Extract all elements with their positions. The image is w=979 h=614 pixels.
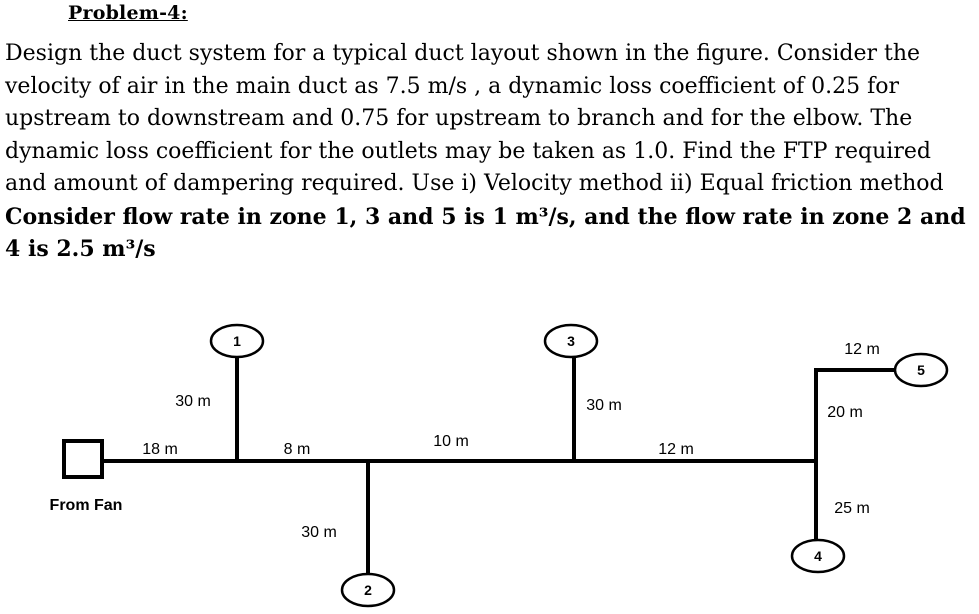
from-fan-label: From Fan (49, 497, 123, 514)
outlet-5 (895, 354, 947, 386)
outlet-2-label: 2 (364, 582, 372, 598)
length-2-to-3: 10 m (433, 433, 469, 450)
outlet-2 (342, 574, 394, 606)
problem-line: dynamic loss coefficient for the outlets may be taken as 1.0. Find the FTP required (5, 138, 931, 164)
outlet-1-label: 1 (233, 333, 241, 349)
fan-box (64, 441, 102, 477)
length-branch-1: 30 m (175, 393, 211, 410)
problem-line: upstream to downstream and 0.75 for upstream to branch and for the elbow. The (5, 106, 913, 131)
length-riser-top: 12 m (844, 341, 880, 358)
length-riser-up: 20 m (827, 404, 863, 421)
problem-line: velocity of air in the main duct as 7.5 m/s , a dynamic loss coefficient of 0.25 for (5, 73, 899, 99)
length-branch-2: 30 m (301, 524, 337, 541)
outlet-1 (211, 325, 263, 357)
length-1-to-2: 8 m (283, 441, 311, 458)
length-3-to-corner: 12 m (658, 441, 694, 458)
flow-rate-condition-line: Consider flow rate in zone 1, 3 and 5 is 1 m³/s, and the flow rate in zone 2 and (5, 203, 966, 230)
problem-heading: Problem-4: (68, 2, 188, 24)
length-riser-down: 25 m (834, 500, 870, 517)
problem-line: and amount of dampering required. Use i) Velocity method ii) Equal friction method (5, 171, 944, 196)
outlet-3 (545, 325, 597, 357)
outlet-5-label: 5 (917, 362, 925, 378)
problem-line: Design the duct system for a typical duct layout shown in the figure. Consider the (5, 41, 921, 66)
flow-rate-condition-line: 4 is 2.5 m³/s (5, 236, 156, 262)
length-branch-3: 30 m (586, 397, 622, 414)
outlet-3-label: 3 (567, 333, 575, 349)
outlet-4 (792, 540, 844, 572)
length-fan-to-1: 18 m (142, 441, 178, 458)
outlet-4-label: 4 (814, 548, 822, 564)
